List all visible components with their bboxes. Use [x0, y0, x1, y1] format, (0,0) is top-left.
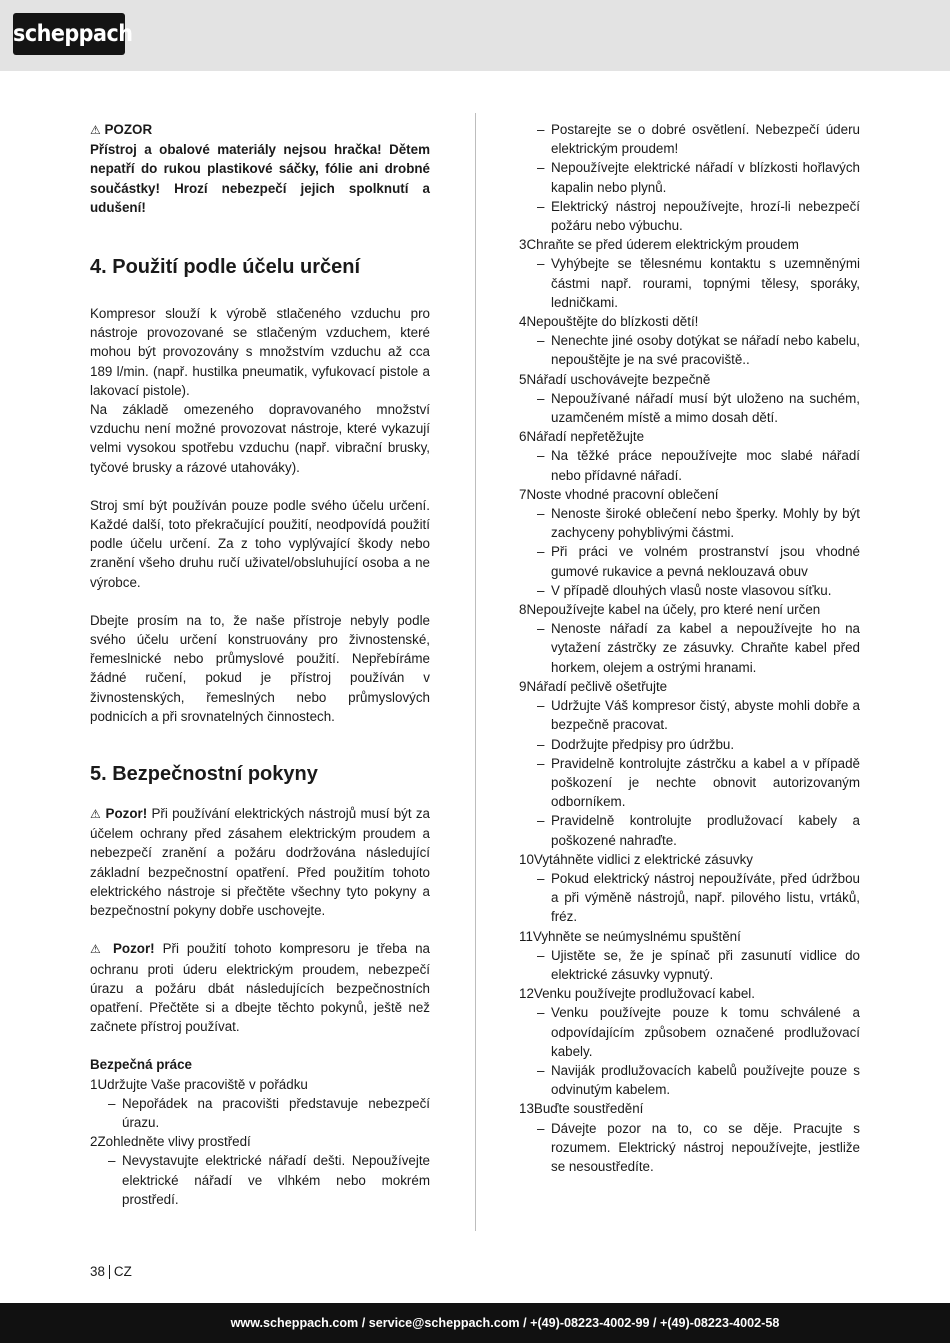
dash-bullet: – [537, 198, 545, 214]
sub-item [519, 504, 860, 542]
sub-item [519, 446, 860, 484]
sub-item [519, 754, 860, 812]
item-number: 4 [519, 314, 527, 330]
header-bar [0, 0, 950, 71]
item-number: 10 [519, 851, 534, 867]
sub-item [519, 1119, 860, 1177]
item-number: 1 [90, 1076, 98, 1092]
warning-heading [90, 120, 430, 140]
safety-list [519, 235, 860, 1176]
dash-bullet: – [108, 1153, 116, 1169]
list-item [519, 427, 860, 446]
dash-bullet: – [537, 1120, 545, 1136]
dash-bullet: – [537, 947, 545, 963]
item-number: 12 [519, 986, 534, 1002]
sub-item [519, 619, 860, 677]
item-number: 7 [519, 486, 527, 502]
warning-triangle-icon: ⚠ [90, 123, 101, 137]
warning-paragraph [90, 804, 430, 920]
warning-paragraph-text: Při používání elektrických nástrojů musí být za účelem ochrany před zásahem elektrickým proudem a nebezpečí zranění a požáru dodržována následující základní bezpečnostní opatření. Před použitím tohoto elektrického nástroje si přečtěte všechny tyto pokyny a bezpečnostní pokyny dobře uschovejte. [90, 806, 430, 919]
dash-bullet: – [537, 698, 545, 714]
sub-item-text: V případě dlouhých vlasů noste vlasovou síťku. [551, 582, 832, 598]
sub-item-text: Nepořádek na pracovišti představuje nebezpečí úrazu. [122, 1095, 430, 1130]
dash-bullet: – [537, 582, 545, 598]
sub-item [519, 542, 860, 580]
sub-item [519, 197, 860, 235]
sub-item-text: Nenoste nářadí za kabel a nepoužívejte ho na vytažení zástrčky ze zásuvky. Chraňte kabel před horkem, olejem a ostrými hranami. [551, 621, 860, 675]
contact-line: www.scheppach.com / service@scheppach.com / +(49)-08223-4002-99 / +(49)-08223-4002-58 [230, 1316, 780, 1330]
sub-item [519, 696, 860, 734]
dash-bullet: – [537, 122, 545, 137]
sub-item-text: Dávejte pozor na to, co se děje. Pracujte s rozumem. Elektrický nástroj nepoužívejte, jestliže se nesoustředíte. [551, 1120, 860, 1174]
warning-label: Pozor! [105, 806, 148, 822]
section-4-title: 4. Použití podle účelu určení [90, 256, 361, 279]
column-divider [475, 113, 476, 1231]
sub-item-text: Vyhýbejte se tělesnému kontaktu s uzemněnými částmi např. rourami, topnými tělesy, sporáky, ledničkami. [551, 256, 860, 310]
item-title: Udržujte Vaše pracoviště v pořádku [97, 1076, 308, 1092]
item-title: Nářadí pečlivě ošetřujte [526, 678, 668, 694]
sub-item-text: Nevystavujte elektrické nářadí dešti. Nepoužívejte elektrické nářadí ve vlhkém nebo mokrém prostředí. [122, 1153, 430, 1207]
dash-bullet: – [537, 1005, 545, 1021]
sub-item-text: Postarejte se o dobré osvětlení. Nebezpečí úderu elektrickým proudem! [551, 122, 860, 157]
dash-bullet: – [537, 544, 545, 560]
item-title: Buďte soustředění [533, 1101, 644, 1117]
sub-item [519, 120, 860, 158]
list-item [519, 927, 860, 946]
paragraph: Na základě omezeného dopravovaného množství vzduchu není možné provozovat nástroje, které vykazují velmi vysokou spotřebu vzduchu (např. vibrační brusky, tyčové brusky a rázové utahováky). [90, 402, 430, 475]
sub-item-text: Pokud elektrický nástroj nepoužíváte, před údržbou a při výměně nástrojů, např. pilového listu, vrtáků, fréz. [551, 870, 860, 925]
warning-paragraph-text: Při použití tohoto kompresoru je třeba na ochranu proti úderu elektrickým proudem, nebezpečí úrazu a požáru dbát následujících bezpečnostních opatření. Přečtěte si a dbejte těchto pokynů, ještě než začnete přístroj používat. [90, 941, 430, 1035]
contact-bar [0, 1303, 950, 1343]
list-item [519, 312, 860, 331]
dash-bullet: – [537, 813, 545, 829]
dash-bullet: – [537, 448, 545, 464]
item-number: 2 [90, 1134, 98, 1150]
item-number: 8 [519, 602, 527, 618]
item-title: Nepoužívejte kabel na účely, pro které není určen [526, 602, 821, 618]
item-number: 3 [519, 237, 527, 253]
list-item [519, 370, 860, 389]
item-number: 13 [519, 1101, 534, 1117]
list-item [519, 984, 860, 1003]
dash-bullet: – [537, 736, 545, 752]
warning-label: Pozor! [112, 941, 155, 957]
sub-item-text: Nenechte jiné osoby dotýkat se nářadí nebo kabelu, nepouštějte je na své pracoviště.. [551, 333, 860, 368]
sub-item [519, 946, 860, 984]
dash-bullet: – [108, 1095, 116, 1111]
list-item [519, 1099, 860, 1118]
dash-bullet: – [537, 1062, 545, 1078]
dash-bullet: – [537, 333, 545, 349]
sub-item-text: Nepoužívejte elektrické nářadí v blízkosti hořlavých kapalin nebo plynů. [551, 160, 860, 195]
page-number: 38 [90, 1264, 105, 1279]
sub-item-text: Naviják prodlužovacích kabelů používejte pouze s odvinutým kabelem. [551, 1062, 860, 1098]
sub-item [519, 811, 860, 849]
dash-bullet: – [537, 506, 545, 522]
list-item [519, 485, 860, 504]
item-title: Nepouštějte do blízkosti dětí! [526, 314, 699, 330]
sub-item [519, 869, 860, 927]
sub-item-text: Nepoužívané nářadí musí být uloženo na suchém, uzamčeném místě a mimo dosah dětí. [551, 390, 860, 426]
list-item [519, 600, 860, 619]
sub-item-text: Na těžké práce nepoužívejte moc slabé nářadí nebo přídavné nářadí. [551, 448, 860, 483]
sub-item [90, 1094, 430, 1132]
paragraph: Dbejte prosím na to, že naše přístroje nebyly podle svého účelu určení konstruovány pro živnostenské, řemeslnické nebo průmyslové použití. Nepřebíráme žádné ručení, pokud je přístroj používán v živnostenských, řemeslných nebo průmyslových podnicích a při srovnatelných činnostech. [90, 612, 430, 724]
sub-item-text: Při práci ve volném prostranství jsou vhodné gumové rukavice a pevná neklouzavá obuv [551, 544, 860, 579]
paragraph: Kompresor slouží k výrobě stlačeného vzduchu pro nástroje provozované se stlačeným vzduchem, které mohou být provozovány s množstvím vzduchu až cca 189 l/min. (např. hustilka pneumatik, vyfukovací pistole a lakovací pistole). [90, 306, 430, 398]
item-number: 5 [519, 371, 527, 387]
dash-bullet: – [537, 390, 545, 406]
warning-text: Přístroj a obalové materiály nejsou hračka! Dětem nepatří do rukou plastikové sáčky, fólie ani drobné součástky! Hrozí nebezpečí jejich spolknutí a udušení! [90, 142, 430, 215]
brand-logo: scheppach [13, 13, 125, 55]
item-title: Vyhněte se neúmyslnému spuštění [532, 928, 741, 944]
page-footer [90, 1264, 132, 1279]
sub-item-text: Venku používejte pouze k tomu schválené a odpovídajícím způsobem označené prodlužovací kabely. [551, 1005, 860, 1059]
item-title: Nářadí nepřetěžujte [526, 429, 645, 445]
left-column [90, 120, 430, 1209]
sub-item [519, 1003, 860, 1061]
sub-item [90, 1151, 430, 1209]
item-number: 9 [519, 678, 527, 694]
dash-bullet: – [537, 755, 545, 771]
language-code: CZ [113, 1264, 132, 1279]
sub-item-text: Dodržujte předpisy pro údržbu. [551, 736, 735, 752]
list-item [90, 1075, 430, 1094]
item-title: Nářadí uschovávejte bezpečně [526, 371, 711, 387]
sub-item [519, 389, 860, 427]
item-title: Zohledněte vlivy prostředí [97, 1134, 251, 1150]
list-item [519, 235, 860, 254]
dash-bullet: – [537, 160, 545, 176]
right-column [519, 120, 860, 1176]
warning-paragraph [90, 939, 430, 1036]
sub-item [519, 581, 860, 600]
sub-item-text: Nenoste široké oblečení nebo šperky. Mohly by být zachyceny pohyblivými částmi. [551, 506, 860, 541]
list-item [90, 1132, 430, 1151]
sub-item [519, 735, 860, 754]
list-item [519, 677, 860, 696]
warning-triangle-icon: ⚠ [90, 942, 106, 957]
sub-item-text: Pravidelně kontrolujte zástrčku a kabel a v případě poškození je nechte obnovit autorizovaným odborníkem. [551, 755, 860, 810]
dash-bullet: – [537, 870, 545, 886]
item-number: 11 [519, 928, 533, 944]
item-title: Chraňte se před úderem elektrickým proudem [526, 237, 799, 253]
dash-bullet: – [537, 621, 545, 637]
warning-title: POZOR [104, 122, 153, 137]
sub-item [519, 1061, 860, 1099]
separator [109, 1265, 110, 1279]
sub-item-text: Pravidelně kontrolujte prodlužovací kabely a poškozené nahraďte. [551, 813, 860, 848]
section-5-title: 5. Bezpečnostní pokyny [90, 763, 318, 786]
sub-item [519, 331, 860, 369]
item-title: Venku používejte prodlužovací kabel. [533, 986, 755, 1002]
sub-item-text: Elektrický nástroj nepoužívejte, hrozí-li nebezpečí požáru nebo výbuchu. [551, 198, 860, 234]
list-item [519, 850, 860, 869]
paragraph: Stroj smí být používán pouze podle svého účelu určení. Každé další, toto překračující použití, neodpovídá použití podle účelu určení. Za z toho vyplývající škody nebo zranění všeho druhu ručí uživatel/obsluhující osoba a ne výrobce. [90, 497, 430, 590]
item-title: Noste vhodné pracovní oblečení [526, 486, 719, 502]
item-title: Vytáhněte vidlici z elektrické zásuvky [533, 851, 753, 867]
sub-item-text: Udržujte Váš kompresor čistý, abyste mohli dobře a bezpečně pracovat. [551, 698, 860, 733]
dash-bullet: – [537, 256, 545, 272]
safe-work-heading: Bezpečná práce [90, 1057, 192, 1073]
item-number: 6 [519, 429, 527, 445]
warning-triangle-icon: ⚠ [90, 807, 102, 822]
sub-item [519, 254, 860, 312]
sub-item-text: Ujistěte se, že je spínač při zasunutí vidlice do elektrické zásuvky vypnutý. [551, 947, 860, 982]
sub-item [519, 158, 860, 196]
